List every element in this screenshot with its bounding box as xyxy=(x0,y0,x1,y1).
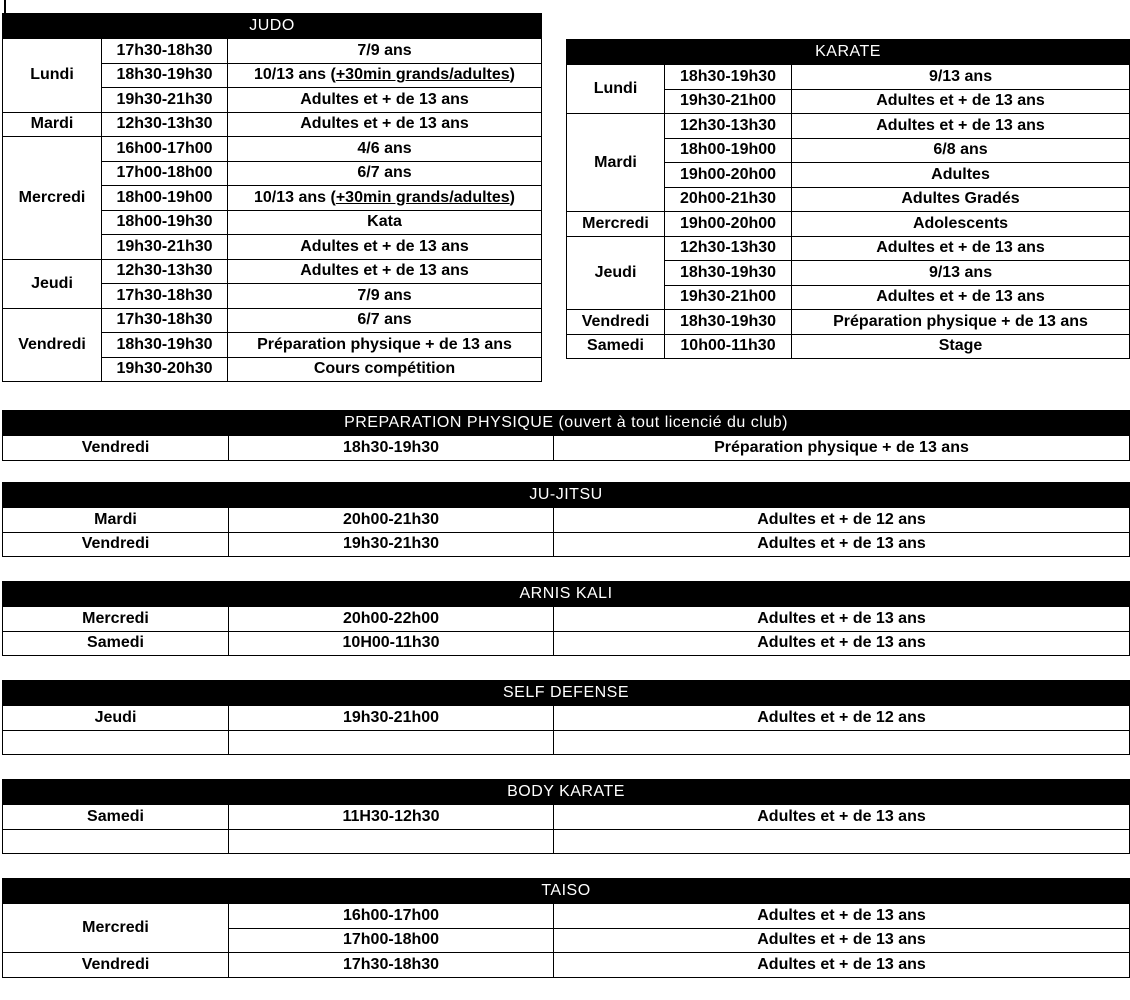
group-cell: Adultes et + de 13 ans xyxy=(554,607,1130,632)
day-cell: Samedi xyxy=(3,805,229,830)
group-cell: Préparation physique + de 13 ans xyxy=(228,333,542,358)
day-cell: Mercredi xyxy=(3,137,102,260)
time-cell: 12h30-13h30 xyxy=(665,236,792,261)
self-defense-table xyxy=(2,680,1130,755)
day-cell: Lundi xyxy=(3,39,102,113)
day-cell: Mardi xyxy=(567,114,665,212)
table-row xyxy=(567,212,1130,237)
day-cell: Mardi xyxy=(3,508,229,533)
day-cell: Samedi xyxy=(3,631,229,656)
table-row xyxy=(3,730,1130,755)
time-cell: 10H00-11h30 xyxy=(229,631,554,656)
group-underlined: +30min grands/adultes xyxy=(335,188,510,206)
time-cell: 19h30-21h30 xyxy=(102,235,228,260)
group-cell xyxy=(554,730,1130,755)
group-cell: Adultes et + de 13 ans xyxy=(228,235,542,260)
time-cell: 18h30-19h30 xyxy=(102,333,228,358)
table-row xyxy=(3,39,542,64)
time-cell: 19h00-20h00 xyxy=(665,212,792,237)
time-cell: 12h30-13h30 xyxy=(665,114,792,139)
table-row xyxy=(567,236,1130,261)
prep-title-note: (ouvert à tout licencié du club) xyxy=(553,414,788,431)
self-defense-title: SELF DEFENSE xyxy=(3,681,1130,706)
group-prefix: 10/13 ans ( xyxy=(254,188,336,206)
group-cell xyxy=(554,829,1130,854)
group-cell: Adultes et + de 13 ans xyxy=(792,89,1130,114)
day-cell: Lundi xyxy=(567,65,665,114)
time-cell: 19h30-20h30 xyxy=(102,357,228,382)
day-cell: Vendredi xyxy=(3,436,229,461)
jujitsu-title: JU-JITSU xyxy=(3,483,1130,508)
time-cell: 20h00-21h30 xyxy=(665,187,792,212)
group-cell: Adultes et + de 13 ans xyxy=(228,88,542,113)
group-cell: Adultes et + de 13 ans xyxy=(554,928,1130,953)
time-cell: 17h30-18h30 xyxy=(102,308,228,333)
top-border-mark xyxy=(4,0,6,13)
time-cell: 18h00-19h30 xyxy=(102,210,228,235)
table-row xyxy=(3,436,1130,461)
karate-title: KARATE xyxy=(567,40,1130,65)
table-row xyxy=(3,508,1130,533)
day-cell: Mercredi xyxy=(3,904,229,953)
time-cell: 19h30-21h00 xyxy=(665,89,792,114)
body-karate-table xyxy=(2,779,1130,854)
table-row xyxy=(3,953,1130,978)
table-row xyxy=(3,607,1130,632)
group-cell: 6/7 ans xyxy=(228,308,542,333)
time-cell: 19h30-21h30 xyxy=(229,532,554,557)
group-cell: Adultes et + de 13 ans xyxy=(228,112,542,137)
day-cell: Vendredi xyxy=(3,532,229,557)
group-cell xyxy=(228,186,542,211)
time-cell: 17h30-18h30 xyxy=(102,284,228,309)
day-cell: Mercredi xyxy=(3,607,229,632)
time-cell: 16h00-17h00 xyxy=(229,904,554,929)
time-cell: 18h30-19h30 xyxy=(665,65,792,90)
table-row xyxy=(3,532,1130,557)
table-row xyxy=(3,829,1130,854)
table-row xyxy=(3,631,1130,656)
time-cell xyxy=(229,829,554,854)
group-cell: Adolescents xyxy=(792,212,1130,237)
group-cell: Adultes et + de 12 ans xyxy=(554,508,1130,533)
arnis-kali-title: ARNIS KALI xyxy=(3,582,1130,607)
time-cell: 17h30-18h30 xyxy=(102,39,228,64)
table-row xyxy=(567,65,1130,90)
group-cell: Adultes et + de 13 ans xyxy=(792,114,1130,139)
time-cell: 12h30-13h30 xyxy=(102,112,228,137)
group-cell: Adultes et + de 13 ans xyxy=(554,631,1130,656)
time-cell: 19h30-21h30 xyxy=(102,88,228,113)
jujitsu-table xyxy=(2,482,1130,557)
group-prefix: 10/13 ans ( xyxy=(254,66,336,84)
group-suffix: ) xyxy=(509,66,515,84)
time-cell: 18h30-19h30 xyxy=(102,63,228,88)
time-cell: 20h00-22h00 xyxy=(229,607,554,632)
time-cell: 18h30-19h30 xyxy=(229,436,554,461)
group-cell: Kata xyxy=(228,210,542,235)
day-cell: Vendredi xyxy=(3,308,102,382)
day-cell: Jeudi xyxy=(3,259,102,308)
group-cell: Adultes Gradés xyxy=(792,187,1130,212)
day-cell: Samedi xyxy=(567,334,665,359)
group-cell: 7/9 ans xyxy=(228,284,542,309)
group-cell: 9/13 ans xyxy=(792,261,1130,286)
karate-schedule-table xyxy=(566,39,1130,359)
table-row xyxy=(3,112,542,137)
time-cell: 18h30-19h30 xyxy=(665,310,792,335)
taiso-title: TAISO xyxy=(3,879,1130,904)
group-cell: Préparation physique + de 13 ans xyxy=(554,436,1130,461)
group-cell: Adultes et + de 13 ans xyxy=(228,259,542,284)
time-cell: 12h30-13h30 xyxy=(102,259,228,284)
group-cell: Cours compétition xyxy=(228,357,542,382)
table-row xyxy=(3,137,542,162)
time-cell: 10h00-11h30 xyxy=(665,334,792,359)
day-cell xyxy=(3,730,229,755)
time-cell: 17h00-18h00 xyxy=(229,928,554,953)
time-cell: 18h00-19h00 xyxy=(102,186,228,211)
table-row xyxy=(3,308,542,333)
day-cell: Mercredi xyxy=(567,212,665,237)
group-cell: Adultes et + de 12 ans xyxy=(554,706,1130,731)
group-cell: Adultes et + de 13 ans xyxy=(554,953,1130,978)
table-row xyxy=(3,259,542,284)
time-cell: 16h00-17h00 xyxy=(102,137,228,162)
group-underlined: +30min grands/adultes xyxy=(335,66,510,84)
day-cell: Vendredi xyxy=(567,310,665,335)
time-cell: 17h00-18h00 xyxy=(102,161,228,186)
group-cell: Préparation physique + de 13 ans xyxy=(792,310,1130,335)
time-cell: 18h30-19h30 xyxy=(665,261,792,286)
arnis-kali-table xyxy=(2,581,1130,656)
group-suffix: ) xyxy=(509,188,515,206)
time-cell: 17h30-18h30 xyxy=(229,953,554,978)
time-cell: 20h00-21h30 xyxy=(229,508,554,533)
judo-schedule-table xyxy=(2,13,542,382)
group-cell: Stage xyxy=(792,334,1130,359)
table-row xyxy=(3,805,1130,830)
prep-title-main: PREPARATION PHYSIQUE xyxy=(344,414,554,431)
table-row xyxy=(567,334,1130,359)
time-cell xyxy=(229,730,554,755)
group-cell: 9/13 ans xyxy=(792,65,1130,90)
group-cell: 6/7 ans xyxy=(228,161,542,186)
table-row xyxy=(3,904,1130,929)
time-cell: 18h00-19h00 xyxy=(665,138,792,163)
time-cell: 11H30-12h30 xyxy=(229,805,554,830)
group-cell: Adultes et + de 13 ans xyxy=(792,236,1130,261)
day-cell: Mardi xyxy=(3,112,102,137)
table-row xyxy=(567,114,1130,139)
day-cell: Vendredi xyxy=(3,953,229,978)
group-cell: 7/9 ans xyxy=(228,39,542,64)
group-cell: Adultes xyxy=(792,163,1130,188)
day-cell: Jeudi xyxy=(3,706,229,731)
group-cell xyxy=(228,63,542,88)
table-row xyxy=(567,310,1130,335)
group-cell: 4/6 ans xyxy=(228,137,542,162)
group-cell: Adultes et + de 13 ans xyxy=(792,285,1130,310)
group-cell: 6/8 ans xyxy=(792,138,1130,163)
group-cell: Adultes et + de 13 ans xyxy=(554,904,1130,929)
table-row xyxy=(3,706,1130,731)
taiso-table xyxy=(2,878,1130,978)
body-karate-title: BODY KARATE xyxy=(3,780,1130,805)
prep-physique-title xyxy=(3,411,1130,436)
day-cell: Jeudi xyxy=(567,236,665,310)
prep-physique-table xyxy=(2,410,1130,461)
time-cell: 19h30-21h00 xyxy=(665,285,792,310)
day-cell xyxy=(3,829,229,854)
time-cell: 19h30-21h00 xyxy=(229,706,554,731)
group-cell: Adultes et + de 13 ans xyxy=(554,532,1130,557)
group-cell: Adultes et + de 13 ans xyxy=(554,805,1130,830)
judo-title: JUDO xyxy=(3,14,542,39)
time-cell: 19h00-20h00 xyxy=(665,163,792,188)
